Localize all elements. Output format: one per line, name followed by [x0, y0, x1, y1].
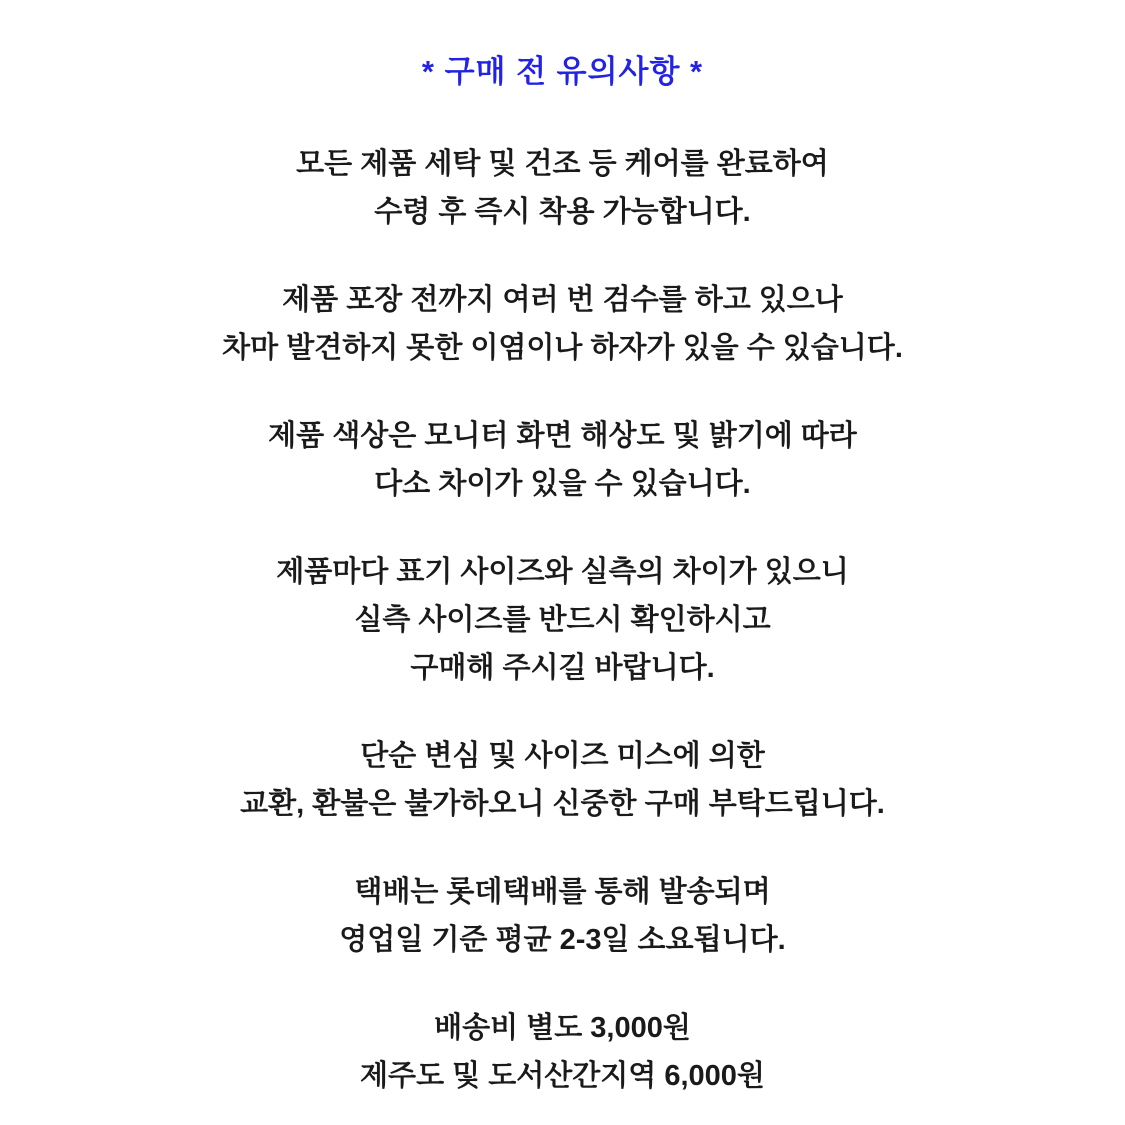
notice-line: 실측 사이즈를 반드시 확인하시고: [354, 604, 771, 636]
notice-paragraph-shipping-carrier: [0, 868, 1125, 964]
notice-line: 택배는 롯데택배를 통해 발송되며: [354, 876, 771, 908]
notice-line: 제품 포장 전까지 여러 번 검수를 하고 있으나: [282, 284, 843, 316]
notice-line: 배송비 별도 3,000원: [434, 1012, 691, 1044]
notice-line: 다소 차이가 있을 수 있습니다.: [374, 468, 751, 500]
notice-line: 영업일 기준 평균 2-3일 소요됩니다.: [339, 924, 786, 956]
notice-line: 수령 후 즉시 착용 가능합니다.: [374, 196, 751, 228]
notice-paragraph-size: [0, 548, 1125, 692]
notice-paragraph-color: [0, 412, 1125, 508]
notice-line: 모든 제품 세탁 및 건조 등 케어를 완료하여: [296, 148, 829, 180]
notice-paragraph-care: [0, 140, 1125, 236]
notice-line: 제주도 및 도서산간지역 6,000원: [360, 1060, 765, 1092]
notice-paragraph-shipping-fee: [0, 1004, 1125, 1100]
notice-paragraph-refund: [0, 732, 1125, 828]
notice-line: 차마 발견하지 못한 이염이나 하자가 있을 수 있습니다.: [222, 332, 903, 364]
notice-line: 제품 색상은 모니터 화면 해상도 및 밝기에 따라: [268, 420, 857, 452]
notice-line: 단순 변심 및 사이즈 미스에 의한: [360, 740, 765, 772]
notice-line: 교환, 환불은 불가하오니 신중한 구매 부탁드립니다.: [240, 788, 885, 820]
notice-title: * 구매 전 유의사항 *: [421, 54, 704, 89]
notice-line: 구매해 주시길 바랍니다.: [410, 652, 715, 684]
notice-line: 제품마다 표기 사이즈와 실측의 차이가 있으니: [276, 556, 849, 588]
notice-paragraph-inspection: [0, 276, 1125, 372]
